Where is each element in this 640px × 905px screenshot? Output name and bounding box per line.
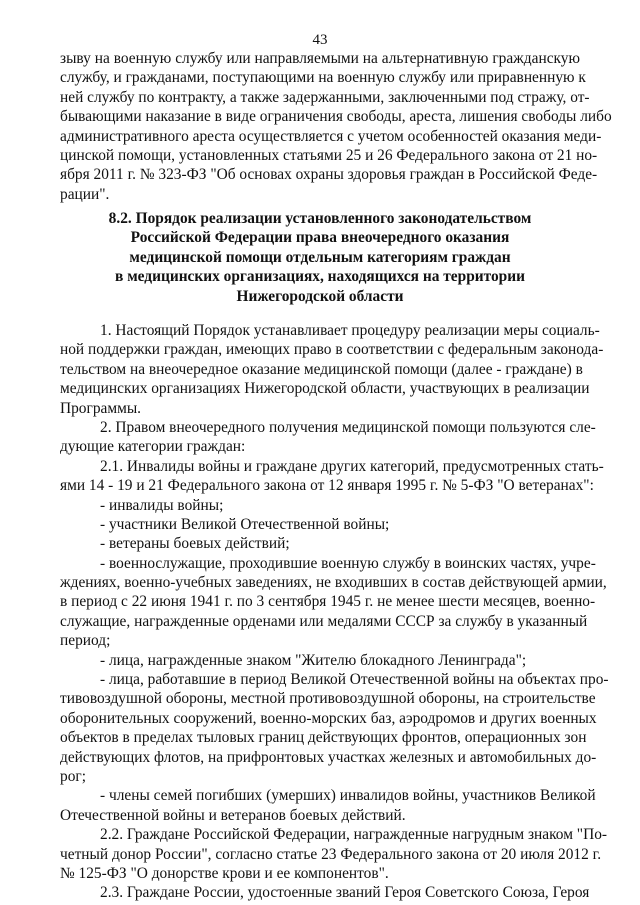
text-line: дующие категории граждан: — [60, 438, 246, 456]
text-line: - военнослужащие, проходившие военную службу в воинских частях, учре- — [100, 554, 596, 572]
text-line: рог; — [60, 767, 86, 785]
heading-line: Нижегородской области — [236, 287, 404, 305]
text-line: 2.1. Инвалиды войны и граждане других категорий, предусмотренных стать- — [100, 457, 604, 475]
text-line: № 125-ФЗ "О донорстве крови и ее компонентов". — [60, 864, 389, 882]
text-line: Отечественной войны и ветеранов боевых действий. — [60, 806, 406, 824]
page-number: 43 — [312, 32, 328, 48]
text-line: - участники Великой Отечественной войны; — [100, 515, 390, 533]
text-line: - члены семей погибших (умерших) инвалидов войны, участников Великой — [100, 787, 596, 805]
heading-line: Российской Федерации права внеочередного оказания — [130, 229, 510, 247]
text-line: оборонительных сооружений, военно-морских баз, аэродромов и других военных — [60, 709, 597, 727]
text-line: тельством на внеочередное оказание медицинской помощи (далее - граждане) в — [60, 360, 583, 378]
text-line: - лица, работавшие в период Великой Отечественной войны на объектах про- — [100, 671, 609, 689]
text-line: ября 2011 г. № 323-ФЗ "Об основах охраны здоровья граждан в Российской Феде- — [60, 166, 598, 184]
heading-line: медицинской помощи отдельным категориям граждан — [129, 248, 511, 266]
text-line: действующих флотов, на прифронтовых участках железных и автомобильных до- — [60, 748, 597, 766]
heading-line: в медицинских организациях, находящихся на территории — [115, 268, 525, 286]
text-line: бывающими наказание в виде ограничения свободы, ареста, лишения свободы либо — [60, 108, 612, 126]
text-line: - инвалиды войны; — [100, 496, 224, 514]
text-line: цинской помощи, установленных статьями 25 и 26 Федерального закона от 21 но- — [60, 146, 598, 164]
text-line: административного ареста осуществляется с учетом особенностей оказания меди- — [60, 127, 602, 145]
text-line: ней службу по контракту, а также задержанными, заключенными под стражу, от- — [60, 88, 590, 106]
text-line: четный донор России", согласно статье 23 Федерального закона от 20 июля 2012 г. — [60, 845, 602, 863]
section-heading — [60, 209, 580, 306]
text-line: в период с 22 июня 1941 г. по 3 сентября 1945 г. не менее шести месяцев, военно- — [60, 593, 596, 611]
text-line: 2. Правом внеочередного получения медицинской помощи пользуются сле- — [100, 418, 596, 436]
text-line: - ветераны боевых действий; — [100, 535, 290, 553]
text-line: службу, и гражданами, поступающими на военную службу или приравненную к — [60, 69, 586, 87]
text-line: медицинских организациях Нижегородской области, участвующих в реализации — [60, 380, 590, 398]
text-line: зыву на военную службу или направляемыми на альтернативную гражданскую — [60, 50, 580, 67]
text-line: ями 14 - 19 и 21 Федерального закона от 12 января 1995 г. № 5-ФЗ "О ветеранах": — [60, 477, 594, 495]
text-line: 1. Настоящий Порядок устанавливает процедуру реализации меры социаль- — [100, 322, 600, 339]
text-line: ной поддержки граждан, имеющих право в соответствии с федеральным законода- — [60, 341, 604, 359]
text-line: - лица, награжденные знаком "Жителю блокадного Ленинграда"; — [100, 651, 527, 669]
text-line: 2.2. Граждане Российской Федерации, награжденные нагрудным знаком "По- — [100, 826, 608, 844]
text-line: 2.3. Граждане России, удостоенные званий Героя Советского Союза, Героя — [100, 884, 590, 902]
text-line: служащие, награжденные орденами или медалями СССР за службу в указанный — [60, 612, 588, 630]
text-line: рации". — [60, 185, 110, 203]
intro-paragraph — [60, 49, 612, 204]
heading-line: 8.2. Порядок реализации установленного законодательством — [108, 210, 532, 227]
text-line: Программы. — [60, 399, 142, 417]
text-line: объектов в пределах тыловых границ действующих фронтов, операционных зон — [60, 729, 587, 747]
section-body — [60, 321, 609, 903]
text-line: ждениях, военно-учебных заведениях, не входивших в состав действующей армии, — [60, 574, 607, 592]
text-line: период; — [60, 632, 111, 650]
text-line: тивовоздушной обороны, местной противовоздушной обороны, на строительстве — [60, 690, 596, 708]
